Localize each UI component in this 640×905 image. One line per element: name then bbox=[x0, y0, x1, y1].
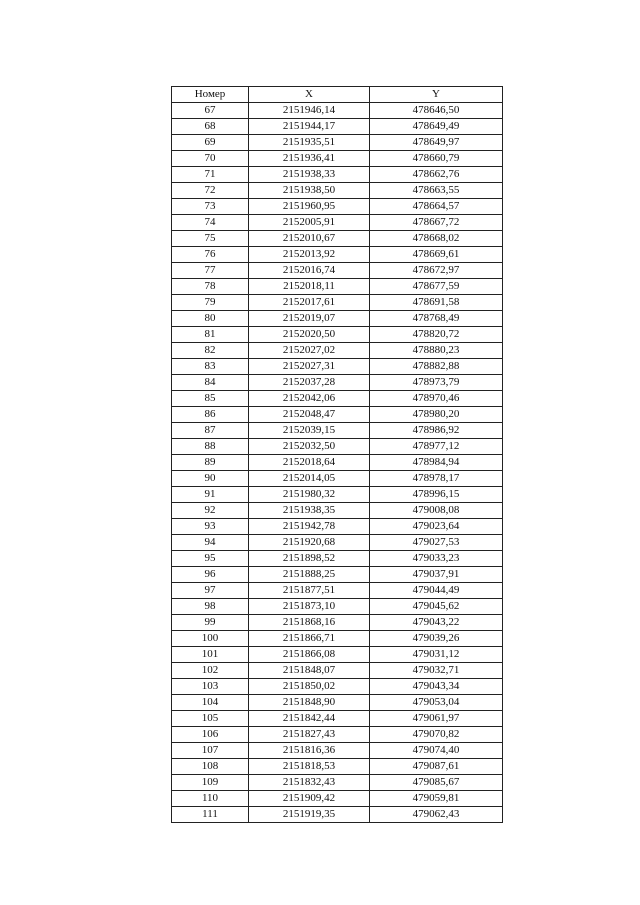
point-number-cell: 73 bbox=[172, 199, 249, 215]
table-row bbox=[172, 295, 503, 311]
table-row bbox=[172, 743, 503, 759]
table-row bbox=[172, 519, 503, 535]
point-number-cell: 67 bbox=[172, 103, 249, 119]
x-coordinate-cell: 2151848,07 bbox=[249, 663, 370, 679]
point-number-cell: 74 bbox=[172, 215, 249, 231]
table-row bbox=[172, 679, 503, 695]
table-body bbox=[172, 103, 503, 823]
table-row bbox=[172, 279, 503, 295]
table-row bbox=[172, 551, 503, 567]
y-coordinate-cell: 478996,15 bbox=[370, 487, 503, 503]
y-coordinate-cell: 478768,49 bbox=[370, 311, 503, 327]
y-coordinate-cell: 479043,34 bbox=[370, 679, 503, 695]
x-coordinate-cell: 2152037,28 bbox=[249, 375, 370, 391]
table-row bbox=[172, 343, 503, 359]
x-coordinate-cell: 2151935,51 bbox=[249, 135, 370, 151]
table-row bbox=[172, 247, 503, 263]
point-number-cell: 84 bbox=[172, 375, 249, 391]
table-row bbox=[172, 151, 503, 167]
point-number-cell: 80 bbox=[172, 311, 249, 327]
header-row bbox=[172, 87, 503, 103]
y-coordinate-cell: 479032,71 bbox=[370, 663, 503, 679]
table-row bbox=[172, 407, 503, 423]
x-coordinate-cell: 2151938,50 bbox=[249, 183, 370, 199]
point-number-cell: 86 bbox=[172, 407, 249, 423]
x-coordinate-cell: 2151866,71 bbox=[249, 631, 370, 647]
y-coordinate-cell: 478978,17 bbox=[370, 471, 503, 487]
table-row bbox=[172, 183, 503, 199]
x-coordinate-cell: 2152017,61 bbox=[249, 295, 370, 311]
x-coordinate-cell: 2152005,91 bbox=[249, 215, 370, 231]
table-row bbox=[172, 231, 503, 247]
x-coordinate-cell: 2151898,52 bbox=[249, 551, 370, 567]
y-coordinate-cell: 479059,81 bbox=[370, 791, 503, 807]
point-number-cell: 71 bbox=[172, 167, 249, 183]
table-row bbox=[172, 455, 503, 471]
x-coordinate-cell: 2151877,51 bbox=[249, 583, 370, 599]
x-coordinate-cell: 2151942,78 bbox=[249, 519, 370, 535]
point-number-cell: 81 bbox=[172, 327, 249, 343]
x-coordinate-cell: 2151850,02 bbox=[249, 679, 370, 695]
point-number-cell: 70 bbox=[172, 151, 249, 167]
point-number-cell: 77 bbox=[172, 263, 249, 279]
x-coordinate-cell: 2151980,32 bbox=[249, 487, 370, 503]
table-row bbox=[172, 775, 503, 791]
point-number-cell: 106 bbox=[172, 727, 249, 743]
point-number-cell: 93 bbox=[172, 519, 249, 535]
y-coordinate-cell: 478986,92 bbox=[370, 423, 503, 439]
point-number-cell: 83 bbox=[172, 359, 249, 375]
point-number-cell: 90 bbox=[172, 471, 249, 487]
y-coordinate-cell: 479087,61 bbox=[370, 759, 503, 775]
y-coordinate-cell: 479008,08 bbox=[370, 503, 503, 519]
table-row bbox=[172, 567, 503, 583]
y-coordinate-cell: 478820,72 bbox=[370, 327, 503, 343]
y-coordinate-cell: 478973,79 bbox=[370, 375, 503, 391]
table-row bbox=[172, 535, 503, 551]
y-coordinate-cell: 478677,59 bbox=[370, 279, 503, 295]
x-coordinate-cell: 2151938,33 bbox=[249, 167, 370, 183]
x-coordinate-cell: 2151936,41 bbox=[249, 151, 370, 167]
table-row bbox=[172, 375, 503, 391]
x-coordinate-cell: 2152013,92 bbox=[249, 247, 370, 263]
x-coordinate-cell: 2151919,35 bbox=[249, 807, 370, 823]
point-number-cell: 88 bbox=[172, 439, 249, 455]
y-coordinate-cell: 478669,61 bbox=[370, 247, 503, 263]
table-row bbox=[172, 727, 503, 743]
point-number-cell: 92 bbox=[172, 503, 249, 519]
x-coordinate-cell: 2151944,17 bbox=[249, 119, 370, 135]
table-row bbox=[172, 391, 503, 407]
x-coordinate-cell: 2151866,08 bbox=[249, 647, 370, 663]
x-coordinate-cell: 2151938,35 bbox=[249, 503, 370, 519]
table-row bbox=[172, 615, 503, 631]
y-coordinate-cell: 479045,62 bbox=[370, 599, 503, 615]
point-number-cell: 98 bbox=[172, 599, 249, 615]
header-x: X bbox=[249, 87, 370, 103]
y-coordinate-cell: 479037,91 bbox=[370, 567, 503, 583]
y-coordinate-cell: 478672,97 bbox=[370, 263, 503, 279]
point-number-cell: 100 bbox=[172, 631, 249, 647]
y-coordinate-cell: 478977,12 bbox=[370, 439, 503, 455]
table-row bbox=[172, 263, 503, 279]
y-coordinate-cell: 478664,57 bbox=[370, 199, 503, 215]
x-coordinate-cell: 2151832,43 bbox=[249, 775, 370, 791]
y-coordinate-cell: 479023,64 bbox=[370, 519, 503, 535]
y-coordinate-cell: 478649,49 bbox=[370, 119, 503, 135]
point-number-cell: 102 bbox=[172, 663, 249, 679]
point-number-cell: 91 bbox=[172, 487, 249, 503]
y-coordinate-cell: 479044,49 bbox=[370, 583, 503, 599]
x-coordinate-cell: 2151873,10 bbox=[249, 599, 370, 615]
y-coordinate-cell: 478880,23 bbox=[370, 343, 503, 359]
point-number-cell: 110 bbox=[172, 791, 249, 807]
table-row bbox=[172, 215, 503, 231]
x-coordinate-cell: 2152048,47 bbox=[249, 407, 370, 423]
x-coordinate-cell: 2151920,68 bbox=[249, 535, 370, 551]
y-coordinate-cell: 479061,97 bbox=[370, 711, 503, 727]
x-coordinate-cell: 2152010,67 bbox=[249, 231, 370, 247]
point-number-cell: 89 bbox=[172, 455, 249, 471]
point-number-cell: 96 bbox=[172, 567, 249, 583]
table-row bbox=[172, 583, 503, 599]
table-row bbox=[172, 359, 503, 375]
table-row bbox=[172, 423, 503, 439]
x-coordinate-cell: 2151842,44 bbox=[249, 711, 370, 727]
point-number-cell: 85 bbox=[172, 391, 249, 407]
point-number-cell: 78 bbox=[172, 279, 249, 295]
x-coordinate-cell: 2152042,06 bbox=[249, 391, 370, 407]
x-coordinate-cell: 2152027,02 bbox=[249, 343, 370, 359]
table-row bbox=[172, 711, 503, 727]
table-row bbox=[172, 471, 503, 487]
x-coordinate-cell: 2152016,74 bbox=[249, 263, 370, 279]
point-number-cell: 101 bbox=[172, 647, 249, 663]
y-coordinate-cell: 479074,40 bbox=[370, 743, 503, 759]
table-row bbox=[172, 599, 503, 615]
x-coordinate-cell: 2152018,64 bbox=[249, 455, 370, 471]
point-number-cell: 108 bbox=[172, 759, 249, 775]
x-coordinate-cell: 2152019,07 bbox=[249, 311, 370, 327]
header-y: Y bbox=[370, 87, 503, 103]
point-number-cell: 75 bbox=[172, 231, 249, 247]
y-coordinate-cell: 479033,23 bbox=[370, 551, 503, 567]
x-coordinate-cell: 2151848,90 bbox=[249, 695, 370, 711]
table-row bbox=[172, 487, 503, 503]
x-coordinate-cell: 2151827,43 bbox=[249, 727, 370, 743]
table-row bbox=[172, 439, 503, 455]
point-number-cell: 95 bbox=[172, 551, 249, 567]
y-coordinate-cell: 478691,58 bbox=[370, 295, 503, 311]
point-number-cell: 76 bbox=[172, 247, 249, 263]
x-coordinate-cell: 2151818,53 bbox=[249, 759, 370, 775]
y-coordinate-cell: 479031,12 bbox=[370, 647, 503, 663]
y-coordinate-cell: 478984,94 bbox=[370, 455, 503, 471]
y-coordinate-cell: 478663,55 bbox=[370, 183, 503, 199]
x-coordinate-cell: 2152018,11 bbox=[249, 279, 370, 295]
x-coordinate-cell: 2151946,14 bbox=[249, 103, 370, 119]
point-number-cell: 99 bbox=[172, 615, 249, 631]
coordinates-table bbox=[171, 86, 503, 823]
x-coordinate-cell: 2151888,25 bbox=[249, 567, 370, 583]
table-row bbox=[172, 503, 503, 519]
point-number-cell: 69 bbox=[172, 135, 249, 151]
y-coordinate-cell: 478882,88 bbox=[370, 359, 503, 375]
y-coordinate-cell: 479062,43 bbox=[370, 807, 503, 823]
point-number-cell: 105 bbox=[172, 711, 249, 727]
point-number-cell: 109 bbox=[172, 775, 249, 791]
table-row bbox=[172, 103, 503, 119]
y-coordinate-cell: 478646,50 bbox=[370, 103, 503, 119]
point-number-cell: 68 bbox=[172, 119, 249, 135]
table-row bbox=[172, 647, 503, 663]
y-coordinate-cell: 479043,22 bbox=[370, 615, 503, 631]
point-number-cell: 94 bbox=[172, 535, 249, 551]
x-coordinate-cell: 2151960,95 bbox=[249, 199, 370, 215]
x-coordinate-cell: 2152020,50 bbox=[249, 327, 370, 343]
y-coordinate-cell: 478649,97 bbox=[370, 135, 503, 151]
x-coordinate-cell: 2151868,16 bbox=[249, 615, 370, 631]
table-row bbox=[172, 807, 503, 823]
table-header bbox=[172, 87, 503, 103]
table-row bbox=[172, 135, 503, 151]
x-coordinate-cell: 2151816,36 bbox=[249, 743, 370, 759]
table-row bbox=[172, 119, 503, 135]
table-row bbox=[172, 167, 503, 183]
y-coordinate-cell: 479053,04 bbox=[370, 695, 503, 711]
y-coordinate-cell: 478660,79 bbox=[370, 151, 503, 167]
y-coordinate-cell: 479039,26 bbox=[370, 631, 503, 647]
point-number-cell: 104 bbox=[172, 695, 249, 711]
x-coordinate-cell: 2152027,31 bbox=[249, 359, 370, 375]
y-coordinate-cell: 478662,76 bbox=[370, 167, 503, 183]
point-number-cell: 111 bbox=[172, 807, 249, 823]
x-coordinate-cell: 2152014,05 bbox=[249, 471, 370, 487]
y-coordinate-cell: 479085,67 bbox=[370, 775, 503, 791]
x-coordinate-cell: 2151909,42 bbox=[249, 791, 370, 807]
table-row bbox=[172, 695, 503, 711]
table-row bbox=[172, 311, 503, 327]
table-row bbox=[172, 791, 503, 807]
x-coordinate-cell: 2152039,15 bbox=[249, 423, 370, 439]
y-coordinate-cell: 479070,82 bbox=[370, 727, 503, 743]
point-number-cell: 103 bbox=[172, 679, 249, 695]
x-coordinate-cell: 2152032,50 bbox=[249, 439, 370, 455]
y-coordinate-cell: 478980,20 bbox=[370, 407, 503, 423]
y-coordinate-cell: 478667,72 bbox=[370, 215, 503, 231]
point-number-cell: 82 bbox=[172, 343, 249, 359]
table-row bbox=[172, 631, 503, 647]
point-number-cell: 97 bbox=[172, 583, 249, 599]
table-row bbox=[172, 663, 503, 679]
y-coordinate-cell: 478668,02 bbox=[370, 231, 503, 247]
y-coordinate-cell: 479027,53 bbox=[370, 535, 503, 551]
table-row bbox=[172, 759, 503, 775]
point-number-cell: 79 bbox=[172, 295, 249, 311]
point-number-cell: 72 bbox=[172, 183, 249, 199]
table-row bbox=[172, 199, 503, 215]
point-number-cell: 107 bbox=[172, 743, 249, 759]
header-number: Номер bbox=[172, 87, 249, 103]
table-row bbox=[172, 327, 503, 343]
y-coordinate-cell: 478970,46 bbox=[370, 391, 503, 407]
point-number-cell: 87 bbox=[172, 423, 249, 439]
